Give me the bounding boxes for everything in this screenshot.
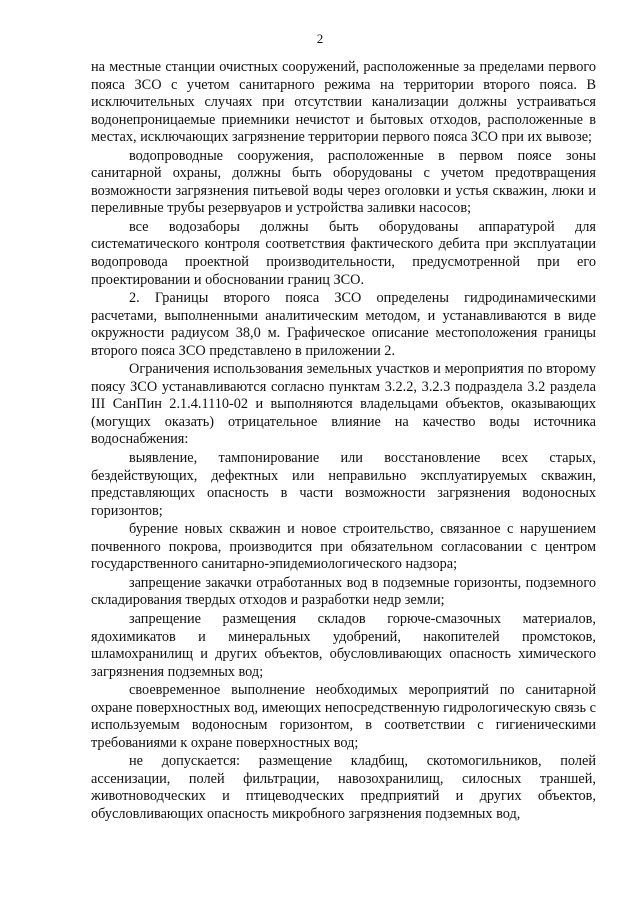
paragraph-warehouse-ban: запрещение размещения складов горюче-смазочных материалов, ядохимикатов и минеральных удобрений, накопителей промстоков, шламохранилищ и других объектов, обусловливающих опасность химического загрязнения подземных вод; <box>91 610 596 680</box>
page-number: 2 <box>316 31 324 46</box>
paragraph-second-belt-boundaries: 2. Границы второго пояса ЗСО определены гидродинамическими расчетами, выполненными аналитическим методом, и устанавливаются в виде окружности радиусом 38,0 м. Графическое описание местоположения границы второго пояса ЗСО представлено в приложении 2. <box>91 290 596 359</box>
paragraph-new-drilling: бурение новых скважин и новое строительство, связанное с нарушением почвенного покрова, производится при обязательном согласовании с центром государственного санитарно-эпидемиологического надзора; <box>91 521 596 573</box>
document-body <box>91 59 596 824</box>
paragraph-not-allowed: не допускается: размещение кладбищ, скотомогильников, полей ассенизации, полей фильтрации, навозохранилищ, силосных траншей, животноводческих и птицеводческих предприятий и других объектов, обусловливающих опасность микробного загрязнения подземных вод, <box>91 753 596 822</box>
paragraph-water-structures: водопроводные сооружения, расположенные в первом поясе зоны санитарной охраны, должны быть оборудованы с учетом предотвращения возможности загрязнения питьевой воды через оголовки и устья скважин, люки и переливные трубы резервуаров и устройства заливки насосов; <box>91 147 596 217</box>
paragraph-surface-water-protection: своевременное выполнение необходимых мероприятий по санитарной охране поверхностных вод, имеющих непосредственную гидрологическую связь с используемым водоносным горизонтом, в соответствии с гигиеническими требованиями к охране поверхностных вод; <box>91 682 596 751</box>
paragraph-land-use-restrictions: Ограничения использования земельных участков и мероприятия по второму поясу ЗСО устанавливаются согласно пунктам 3.2.2, 3.2.3 подраздела 3.2 раздела III СанПин 2.1.4.1110-02 и выполняются владельцами объектов, оказывающих (могущих оказать) отрицательное влияние на качество воды источника водоснабжения: <box>91 361 596 448</box>
paragraph-wastewater-injection-ban: запрещение закачки отработанных вод в подземные горизонты, подземного складирования твердых отходов и разработки недр земли; <box>91 574 596 609</box>
paragraph-sewage-continuation: на местные станции очистных сооружений, расположенные за пределами первого пояса ЗСО с учетом санитарного режима на территории второго пояса. В исключительных случаях при отсутствии канализации должны устраиваться водонепроницаемые приемники нечистот и бытовых отходов, расположенные в местах, исключающих загрязнение территории первого пояса ЗСО при их вывозе; <box>91 59 596 146</box>
paragraph-well-detection: выявление, тампонирование или восстановление всех старых, бездействующих, дефектных или неправильно эксплуатируемых скважин, представляющих опасность в части возможности загрязнения водоносных горизонтов; <box>91 450 596 519</box>
paragraph-water-intakes: все водозаборы должны быть оборудованы аппаратурой для систематического контроля соответствия фактического дебита при эксплуатации водопровода проектной производительности, предусмотренной при его проектировании и обосновании границ ЗСО. <box>91 218 596 288</box>
